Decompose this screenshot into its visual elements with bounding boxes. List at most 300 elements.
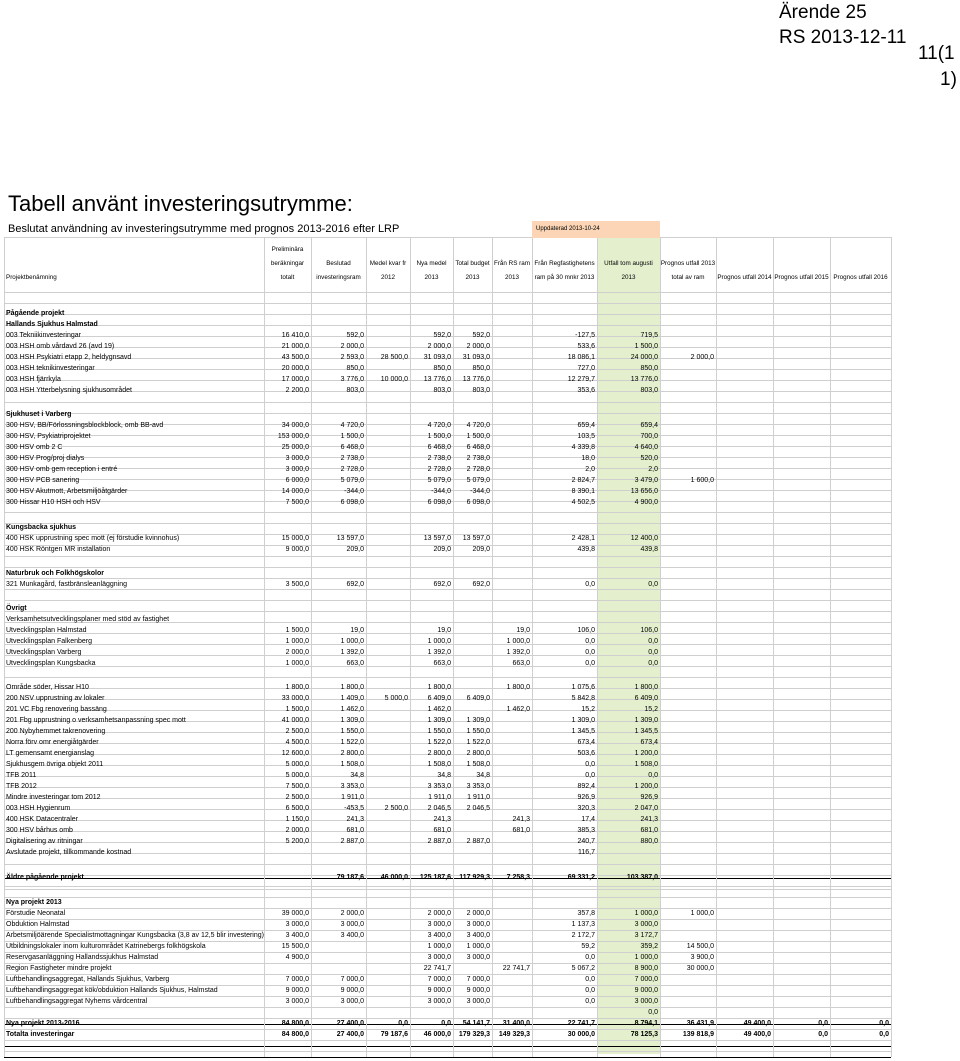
row-value: 1 137,3 [571, 921, 595, 928]
row-value: 1 550,0 [427, 728, 451, 735]
row-value: 3 000,0 [340, 921, 364, 928]
table-row [4, 320, 891, 331]
row-value: 803,0 [433, 387, 451, 394]
row-value: 78 125,3 [630, 1031, 658, 1038]
row-value: 12 279,7 [567, 376, 595, 383]
row-value: 803,0 [346, 387, 364, 394]
row-value: 0,0 [585, 761, 595, 768]
row-value: 2 046,5 [466, 805, 490, 812]
row-value: 3 000,0 [466, 954, 490, 961]
row-value: 1 911,0 [341, 794, 364, 801]
row-value: 79 187,6 [336, 874, 364, 881]
row-value: 15 500,0 [281, 943, 309, 950]
row-value: -127,5 [575, 332, 595, 339]
table-row [4, 342, 891, 353]
table-row [4, 364, 891, 375]
row-value: 1 345,5 [571, 728, 595, 735]
row-value: 9 000,0 [285, 546, 309, 553]
row-value: 1 911,0 [428, 794, 451, 801]
row-label: 300 HSV bårhus omb [6, 827, 73, 834]
table-row [4, 454, 891, 465]
row-value: 1 345,5 [634, 728, 658, 735]
column-header-line: Total budget [455, 260, 490, 267]
row-value: 2 738,0 [427, 455, 451, 462]
grid-hline [4, 402, 891, 403]
row-value: 18 086,1 [567, 354, 595, 361]
row-value: 2 728,0 [427, 466, 451, 473]
table-row [4, 309, 891, 320]
row-value: 0,0 [648, 649, 658, 656]
row-value: 15 000,0 [281, 535, 309, 542]
row-value: 3 353,0 [340, 783, 364, 790]
row-value: 106,0 [640, 627, 658, 634]
row-value: 4 720,0 [427, 422, 451, 429]
row-value: 1 800,0 [285, 684, 309, 691]
row-value: 520,0 [640, 455, 658, 462]
row-value: 6 409,0 [427, 695, 451, 702]
row-value: -453,5 [344, 805, 364, 812]
row-value: 0,0 [818, 1031, 828, 1038]
row-label: Mindre investeringar tom 2012 [6, 794, 101, 801]
row-value: 1 000,0 [285, 638, 309, 645]
row-value: -344,0 [470, 488, 490, 495]
row-label: Sjukhusgem övriga objekt 2011 [6, 761, 104, 768]
row-label: LT gemensamt energianslag [6, 750, 95, 757]
row-value: 0,0 [585, 581, 595, 588]
row-value: 6 500,0 [285, 805, 309, 812]
column-header-line: Nya medel [416, 260, 447, 267]
row-label: TFB 2011 [6, 772, 37, 779]
row-value: 357,8 [577, 910, 595, 917]
row-value: 663,0 [433, 660, 451, 667]
row-label: Region Fastigheter mindre projekt [6, 965, 112, 972]
row-value: 9 000,0 [634, 987, 658, 994]
row-value: 2 000,0 [427, 910, 451, 917]
row-value: 2 728,0 [466, 466, 490, 473]
row-value: 153 000,0 [277, 433, 309, 440]
row-value: 49 400,0 [743, 1020, 771, 1027]
row-label: 300 HSV omb 2 C [6, 444, 63, 451]
row-value: 0,0 [585, 772, 595, 779]
row-value: 4 339,8 [571, 444, 595, 451]
row-label: Äldre pågående projekt [6, 874, 84, 881]
row-value: 209,0 [346, 546, 364, 553]
row-value: 926,9 [640, 794, 658, 801]
table-row [4, 523, 891, 534]
row-value: 209,0 [472, 546, 490, 553]
row-value: 43 500,0 [281, 354, 309, 361]
table-row [4, 705, 891, 716]
row-value: 700,0 [640, 433, 658, 440]
row-label: 200 NSV upprustning av lokaler [6, 695, 105, 702]
table-row [4, 476, 891, 487]
row-value: 103,5 [577, 433, 595, 440]
row-value: 3 000,0 [285, 921, 309, 928]
row-value: 18,0 [581, 455, 595, 462]
row-value: 0,0 [648, 660, 658, 667]
table-row [4, 986, 891, 997]
row-value: -344,0 [344, 488, 364, 495]
row-value: 5 000,0 [285, 772, 309, 779]
row-value: 0,0 [648, 581, 658, 588]
row-value: 22 741,7 [423, 965, 451, 972]
row-value: 2,0 [585, 466, 595, 473]
row-value: 8 794,1 [634, 1020, 658, 1027]
row-value: 2 000,0 [285, 827, 309, 834]
row-value: 1 800,0 [340, 684, 364, 691]
row-value: 30 000,0 [567, 1031, 595, 1038]
row-value: 0,0 [585, 998, 595, 1005]
table-row [4, 353, 891, 364]
row-value: 46 000,0 [423, 1031, 451, 1038]
row-value: 673,4 [577, 739, 595, 746]
row-value: 5 067,2 [571, 965, 595, 972]
row-value: 4 640,0 [634, 444, 658, 451]
table-row [4, 465, 891, 476]
row-value: 241,3 [512, 816, 530, 823]
table-row [4, 975, 891, 986]
row-value: 117 929,3 [459, 874, 490, 881]
row-value: 2 000,0 [466, 910, 490, 917]
table-row [4, 920, 891, 931]
grid-hline [4, 1057, 891, 1058]
row-value: 3 000,0 [427, 921, 451, 928]
table-row [4, 569, 891, 580]
row-value: 6 000,0 [285, 477, 309, 484]
row-value: 850,0 [433, 365, 451, 372]
row-value: 2 000,0 [340, 910, 364, 917]
grid-hline [4, 886, 891, 887]
table-row [4, 534, 891, 545]
row-value: 3 353,0 [466, 783, 490, 790]
row-value: 2 800,0 [427, 750, 451, 757]
row-value: 12 400,0 [630, 535, 658, 542]
row-value: 1 309,0 [427, 717, 451, 724]
row-value: 0,0 [818, 1020, 828, 1027]
row-label: 300 HSV PCB sanering [6, 477, 80, 484]
row-value: 1 800,0 [506, 684, 530, 691]
row-value: 719,5 [640, 332, 658, 339]
row-value: 149 329,3 [498, 1031, 530, 1038]
table-row [4, 386, 891, 397]
table-row [4, 760, 891, 771]
row-value: 1 392,0 [506, 649, 530, 656]
row-value: 1 800,0 [634, 684, 658, 691]
row-value: 1 000,0 [340, 638, 364, 645]
row-value: 4 502,5 [571, 499, 595, 506]
row-value: 1 150,0 [285, 816, 309, 823]
updated-label: Uppdaterad 2013-10-24 [532, 221, 660, 238]
row-value: 0,0 [648, 638, 658, 645]
row-value: 3 900,0 [690, 954, 714, 961]
row-value: 6 468,0 [466, 444, 490, 451]
grid-hline [4, 1046, 891, 1047]
row-value: 6 098,0 [340, 499, 364, 506]
row-label: Kungsbacka sjukhus [6, 524, 77, 531]
row-label: 321 Munkagård, fastbränsleanläggning [6, 581, 128, 588]
row-value: 6 468,0 [427, 444, 451, 451]
table-row [4, 615, 891, 626]
row-value: 106,0 [577, 627, 595, 634]
row-value: 6 098,0 [427, 499, 451, 506]
row-value: 7 000,0 [427, 976, 451, 983]
row-value: 3 479,0 [634, 477, 658, 484]
row-value: 1 200,0 [634, 750, 658, 757]
row-value: 503,6 [577, 750, 595, 757]
row-value: 2 172,7 [571, 932, 595, 939]
row-value: 13 776,0 [423, 376, 451, 383]
row-value: 27 400,0 [336, 1020, 364, 1027]
row-value: 1 462,0 [340, 706, 364, 713]
row-value: 6 098,0 [466, 499, 490, 506]
row-value: 3 776,0 [340, 376, 364, 383]
row-value: 139 818,9 [682, 1031, 714, 1038]
grid-hline [4, 600, 891, 601]
row-value: 2 738,0 [340, 455, 364, 462]
row-value: 3 000,0 [466, 921, 490, 928]
row-value: 14 500,0 [686, 943, 714, 950]
row-value: 2 887,0 [427, 838, 451, 845]
table-row [4, 498, 891, 509]
column-header-line: 2013 [621, 274, 636, 281]
row-label: Obduktion Halmstad [6, 921, 70, 928]
column-header-line: total av ram [671, 274, 705, 281]
row-value: 9 000,0 [285, 987, 309, 994]
column-header-line: Prognos utfall 2014 [717, 274, 772, 281]
grid-hline [4, 567, 891, 568]
column-header-line: 2012 [380, 274, 395, 281]
table-row [4, 953, 891, 964]
table-row [4, 716, 891, 727]
row-value: 15,2 [644, 706, 658, 713]
row-value: 2 500,0 [384, 805, 408, 812]
row-value: 673,4 [640, 739, 658, 746]
row-value: 1 075,6 [571, 684, 595, 691]
table-row [4, 331, 891, 342]
row-value: 0,0 [585, 987, 595, 994]
row-value: 9 000,0 [340, 987, 364, 994]
row-label: Reservgasanläggning Hallandssjukhus Halmstad [6, 954, 159, 961]
row-value: 28 500,0 [380, 354, 408, 361]
table-row [4, 848, 891, 859]
grid-hline [4, 677, 891, 678]
row-value: 30 000,0 [686, 965, 714, 972]
row-value: 7 500,0 [285, 783, 309, 790]
row-value: 850,0 [346, 365, 364, 372]
row-value: 5 079,0 [466, 477, 490, 484]
column-header-line: 2013 [424, 274, 439, 281]
table-row [4, 749, 891, 760]
row-value: 2 000,0 [690, 354, 714, 361]
row-value: 2 500,0 [285, 728, 309, 735]
row-label: Naturbruk och Folkhögskolor [6, 570, 105, 577]
row-value: 31 093,0 [462, 354, 490, 361]
column-header-line: Från Regfastighetens [534, 260, 595, 267]
row-value: 46 000,0 [380, 874, 408, 881]
row-value: -344,0 [431, 488, 451, 495]
row-value: 21 000,0 [281, 343, 309, 350]
row-value: 1 462,0 [427, 706, 451, 713]
row-value: 13 597,0 [462, 535, 490, 542]
row-value: 692,0 [433, 581, 451, 588]
table-row [4, 837, 891, 848]
table-row [4, 604, 891, 615]
row-value: 15,2 [581, 706, 595, 713]
row-value: 3 000,0 [634, 921, 658, 928]
table-row [4, 727, 891, 738]
row-label: 400 HSK Datacentraler [6, 816, 78, 823]
row-value: 1 309,0 [571, 717, 595, 724]
table-row [4, 421, 891, 432]
table-row [4, 898, 891, 909]
table-row [4, 804, 891, 815]
row-value: 25 000,0 [281, 444, 309, 451]
grid-hline [4, 889, 891, 890]
row-value: 34,8 [437, 772, 451, 779]
row-label: Utvecklingsplan Varberg [6, 649, 82, 656]
row-label: 003 HSH fjärrkyla [6, 376, 61, 383]
table-subtitle: Beslutat användning av investeringsutrymme med prognos 2013-2016 efter LRP [8, 223, 400, 235]
table-row [4, 410, 891, 421]
row-value: 1 522,0 [427, 739, 451, 746]
row-value: 1 522,0 [340, 739, 364, 746]
row-value: 13 776,0 [462, 376, 490, 383]
row-label: Utbildningslokaler inom kulturområdet Katrinebergs folkhögskola [6, 943, 206, 950]
row-value: 1 500,0 [466, 433, 490, 440]
table-row [4, 432, 891, 443]
row-value: 3 000,0 [285, 466, 309, 473]
table-row [4, 793, 891, 804]
row-value: 3 400,0 [466, 932, 490, 939]
row-label: Sjukhuset i Varberg [6, 411, 72, 418]
row-value: 34,8 [476, 772, 490, 779]
row-value: 1 000,0 [634, 954, 658, 961]
row-value: 31 093,0 [423, 354, 451, 361]
row-value: 0,0 [585, 660, 595, 667]
row-value: 439,8 [640, 546, 658, 553]
grid-hline [4, 303, 891, 304]
row-value: 2 887,0 [340, 838, 364, 845]
row-value: 0,0 [879, 1020, 889, 1027]
row-value: 36 431,9 [686, 1020, 714, 1027]
row-value: 3 000,0 [634, 998, 658, 1005]
row-label: TFB 2012 [6, 783, 37, 790]
row-value: 1 392,0 [340, 649, 364, 656]
row-value: 3 000,0 [285, 455, 309, 462]
row-value: 1 500,0 [285, 706, 309, 713]
row-value: 13 656,0 [630, 488, 658, 495]
row-label: Utvecklingsplan Falkenberg [6, 638, 92, 645]
row-value: 54 141,7 [462, 1020, 490, 1027]
table-row [4, 771, 891, 782]
row-value: 10 000,0 [380, 376, 408, 383]
row-value: 19,0 [516, 627, 530, 634]
row-value: 2 824,7 [571, 477, 595, 484]
row-value: 533,6 [577, 343, 595, 350]
row-value: 0,0 [585, 954, 595, 961]
row-value: 0,0 [585, 638, 595, 645]
row-label: Område söder, Hissar H10 [6, 684, 89, 691]
row-value: 49 400,0 [743, 1031, 771, 1038]
row-value: 13 776,0 [630, 376, 658, 383]
row-value: 2 000,0 [340, 343, 364, 350]
grid-hline [4, 512, 891, 513]
row-label: Arbetsmiljöärende Specialistmottagningar Kungsbacka (3,8 av 12,5 blir investering) [6, 932, 264, 939]
row-value: 1 000,0 [466, 943, 490, 950]
row-value: 1 000,0 [634, 910, 658, 917]
row-value: 0,0 [879, 1031, 889, 1038]
row-value: 79 187,6 [380, 1031, 408, 1038]
row-label: Utvecklingsplan Kungsbacka [6, 660, 96, 667]
row-value: 6 409,0 [634, 695, 658, 702]
row-label: 003 HSH Ytterbelysning sjukhusområdet [6, 387, 132, 394]
row-value: 4 900,0 [634, 499, 658, 506]
row-value: 681,0 [640, 827, 658, 834]
row-label: 300 HSV, BB/Förlossningsblockblock, omb BB-avd [6, 422, 164, 429]
row-label: Pågående projekt [6, 310, 65, 317]
row-value: 31 400,0 [502, 1020, 530, 1027]
row-value: 22 741,7 [567, 1020, 595, 1027]
row-label: Övrigt [6, 605, 27, 612]
row-value: 13 597,0 [423, 535, 451, 542]
row-label: Luftbehandlingsaggregat, Hallands Sjukhus, Varberg [6, 976, 170, 983]
row-value: 8 900,0 [634, 965, 658, 972]
table-row [4, 694, 891, 705]
row-value: 2 800,0 [466, 750, 490, 757]
arende-number: Ärende 25 [779, 2, 867, 23]
row-value: 7 258,3 [506, 874, 530, 881]
row-value: 727,0 [577, 365, 595, 372]
row-value: 9 000,0 [427, 987, 451, 994]
row-value: 850,0 [640, 365, 658, 372]
row-value: 1 000,0 [427, 638, 451, 645]
row-value: 84 800,0 [281, 1020, 309, 1027]
row-value: 14 000,0 [281, 488, 309, 495]
row-value: 1 508,0 [634, 761, 658, 768]
row-value: 3 400,0 [340, 932, 364, 939]
row-value: 13 597,0 [336, 535, 364, 542]
row-value: 659,4 [640, 422, 658, 429]
row-value: 2 887,0 [466, 838, 490, 845]
row-value: 3 000,0 [340, 998, 364, 1005]
row-label: 400 HSK upprustning spec mott (ej förstudie kvinnohus) [6, 535, 180, 542]
row-value: 1 522,0 [466, 739, 490, 746]
column-header-line: Beslutad [326, 260, 351, 267]
row-value: 1 200,0 [634, 783, 658, 790]
row-value: 19,0 [350, 627, 364, 634]
page-number-cont: 1) [940, 69, 957, 90]
row-value: 663,0 [346, 660, 364, 667]
row-value: 592,0 [472, 332, 490, 339]
row-label: 003 HSH omb vårdavd 26 (avd 19) [6, 343, 115, 350]
table-row [4, 873, 891, 884]
row-value: 41 000,0 [281, 717, 309, 724]
row-value: 3 500,0 [285, 581, 309, 588]
row-value: 5 079,0 [427, 477, 451, 484]
row-value: 116,7 [578, 849, 595, 856]
row-label: 300 HSV Prog/proj dialys [6, 455, 85, 462]
column-header-line: Från RS ram [493, 260, 531, 267]
table-row [4, 1008, 891, 1019]
row-value: 9 000,0 [466, 987, 490, 994]
row-value: 681,0 [512, 827, 530, 834]
row-value: 3 353,0 [427, 783, 451, 790]
grid-vline [891, 237, 892, 1057]
row-value: 69 331,2 [567, 874, 595, 881]
row-value: 692,0 [346, 581, 364, 588]
table-row [4, 997, 891, 1008]
row-value: 880,0 [640, 838, 658, 845]
